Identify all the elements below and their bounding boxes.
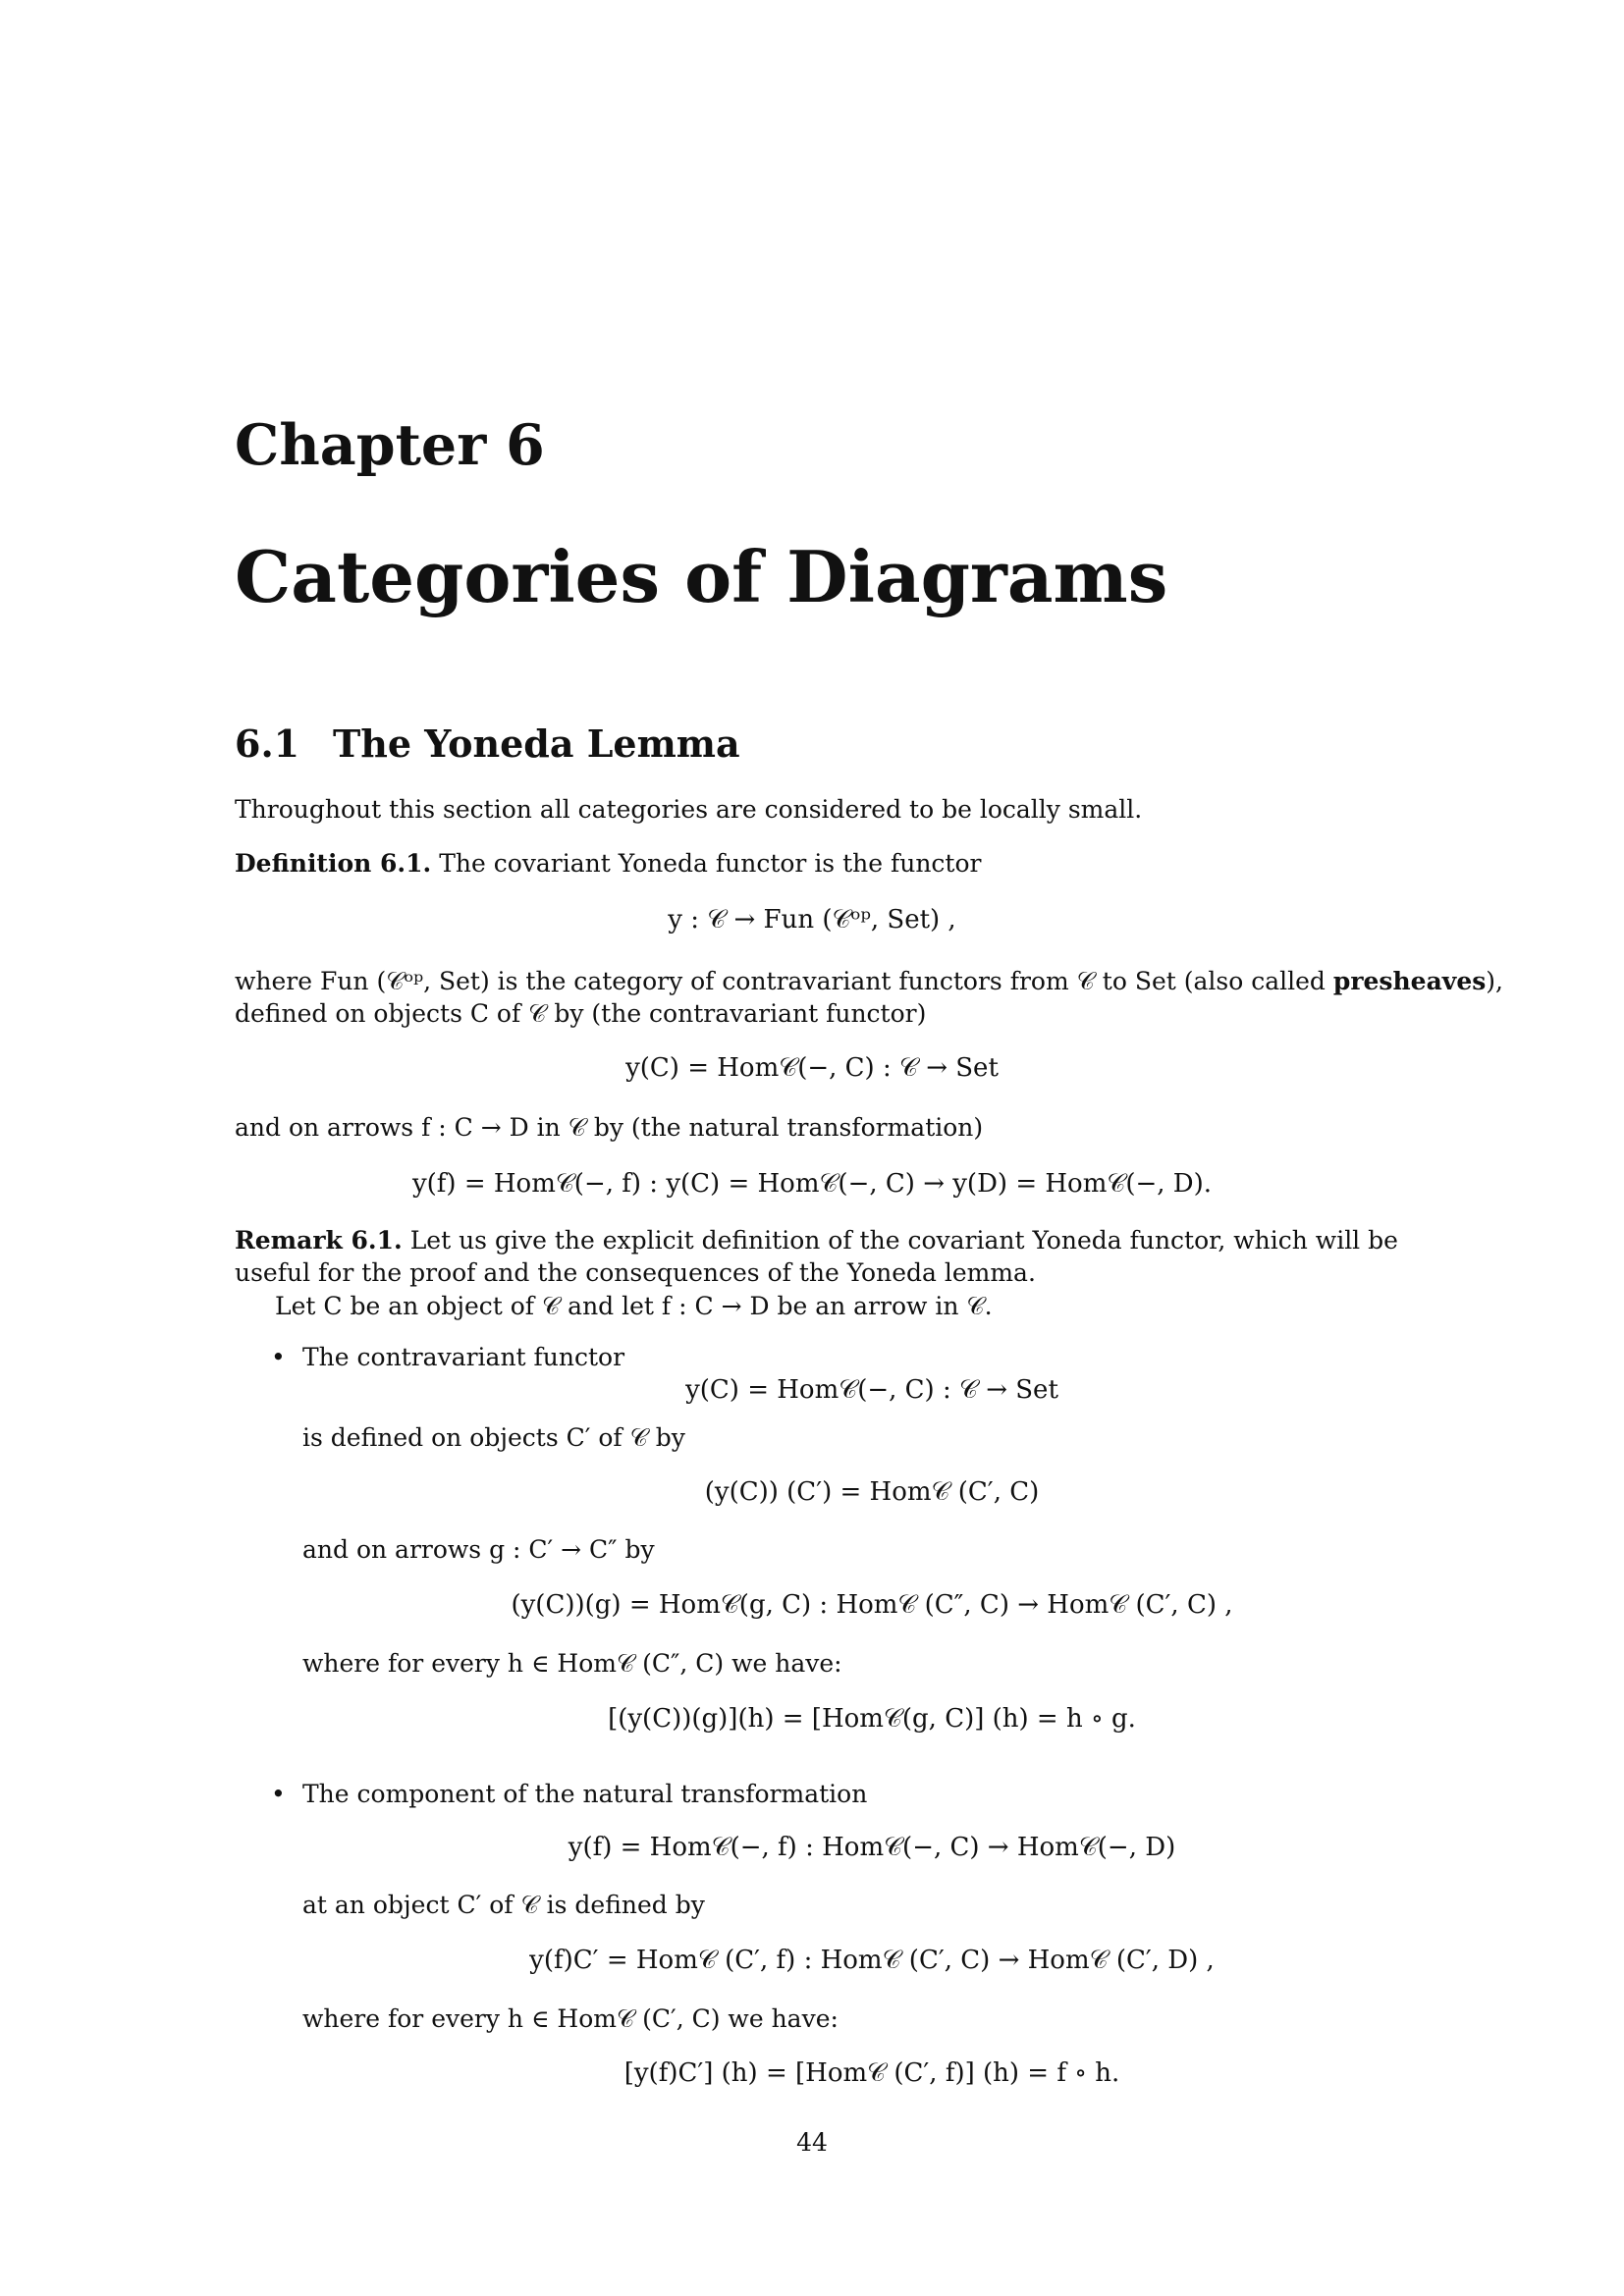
bullet1-equation-b: (y(C)) (C′) = Hom𝒞 (C′, C) [704, 1477, 1040, 1507]
remark-text-1: Let us give the explicit definition of the covariant Yoneda functor, which will be [409, 1226, 1398, 1255]
remark-label: Remark 6.1. [235, 1226, 403, 1255]
page-number: 44 [796, 2128, 828, 2157]
definition-text: The covariant Yoneda functor is the functor [439, 849, 982, 878]
bullet-marker-1: • [271, 1343, 286, 1371]
definition-paragraph [235, 847, 981, 881]
definition-label: Definition 6.1. [235, 849, 432, 878]
bullet1-equation-c: (y(C))(g) = Hom𝒞(g, C) : Hom𝒞 (C″, C) → Hom𝒞 (C′, C) , [511, 1590, 1233, 1620]
where-text-b: ), [1486, 967, 1503, 995]
chapter-title: Categories of Diagrams [235, 535, 1168, 618]
section-heading [235, 721, 740, 766]
bullet1-equation-d: [(y(C))(g)](h) = [Hom𝒞(g, C)] (h) = h ∘ g. [608, 1704, 1136, 1734]
remark-paragraph [235, 1224, 1398, 1257]
equation-y-of-f: y(f) = Hom𝒞(−, f) : y(C) = Hom𝒞(−, C) → y(D) = Hom𝒞(−, D). [411, 1169, 1213, 1199]
bullet1-where-line: where for every h ∈ Hom𝒞 (C″, C) we have: [302, 1649, 842, 1678]
bullet-marker-2: • [271, 1780, 286, 1808]
equation-y-of-c: y(C) = Hom𝒞(−, C) : 𝒞 → Set [625, 1053, 999, 1083]
remark-text-3: Let C be an object of 𝒞 and let f : C → D be an arrow in 𝒞. [275, 1292, 993, 1320]
equation-yoneda-functor: y : 𝒞 → Fun (𝒞ᵒᵖ, Set) , [668, 905, 956, 934]
bullet1-arrows-line: and on arrows g : C′ → C″ by [302, 1535, 655, 1564]
arrows-line: and on arrows f : C → D in 𝒞 by (the natural transformation) [235, 1113, 984, 1142]
intro-paragraph: Throughout this section all categories are considered to be locally small. [235, 795, 1143, 824]
where-text-a: where Fun (𝒞ᵒᵖ, Set) is the category of contravariant functors from 𝒞 to Set (also called [235, 967, 1333, 995]
remark-text-2: useful for the proof and the consequences of the Yoneda lemma. [235, 1258, 1036, 1287]
bullet2-equation-a: y(f) = Hom𝒞(−, f) : Hom𝒞(−, C) → Hom𝒞(−, D) [568, 1833, 1176, 1862]
section-number: 6.1 [235, 721, 300, 766]
defined-line: defined on objects C of 𝒞 by (the contravariant functor) [235, 999, 927, 1028]
where-line [235, 965, 1503, 998]
bullet1-equation-a: y(C) = Hom𝒞(−, C) : 𝒞 → Set [685, 1375, 1058, 1405]
presheaves-term: presheaves [1332, 967, 1487, 995]
bullet1-intro: The contravariant functor [302, 1343, 625, 1371]
chapter-label: Chapter 6 [235, 412, 545, 478]
bullet2-equation-c: [y(f)C′] (h) = [Hom𝒞 (C′, f)] (h) = f ∘ h. [623, 2058, 1120, 2088]
section-title: The Yoneda Lemma [333, 721, 740, 766]
bullet2-equation-b: y(f)C′ = Hom𝒞 (C′, f) : Hom𝒞 (C′, C) → Hom𝒞 (C′, D) , [529, 1946, 1215, 1975]
bullet2-where-line: where for every h ∈ Hom𝒞 (C′, C) we have: [302, 2004, 839, 2033]
bullet2-intro: The component of the natural transformation [302, 1780, 868, 1808]
bullet2-object-line: at an object C′ of 𝒞 is defined by [302, 1891, 705, 1919]
bullet1-objects-line: is defined on objects C′ of 𝒞 by [302, 1423, 685, 1452]
